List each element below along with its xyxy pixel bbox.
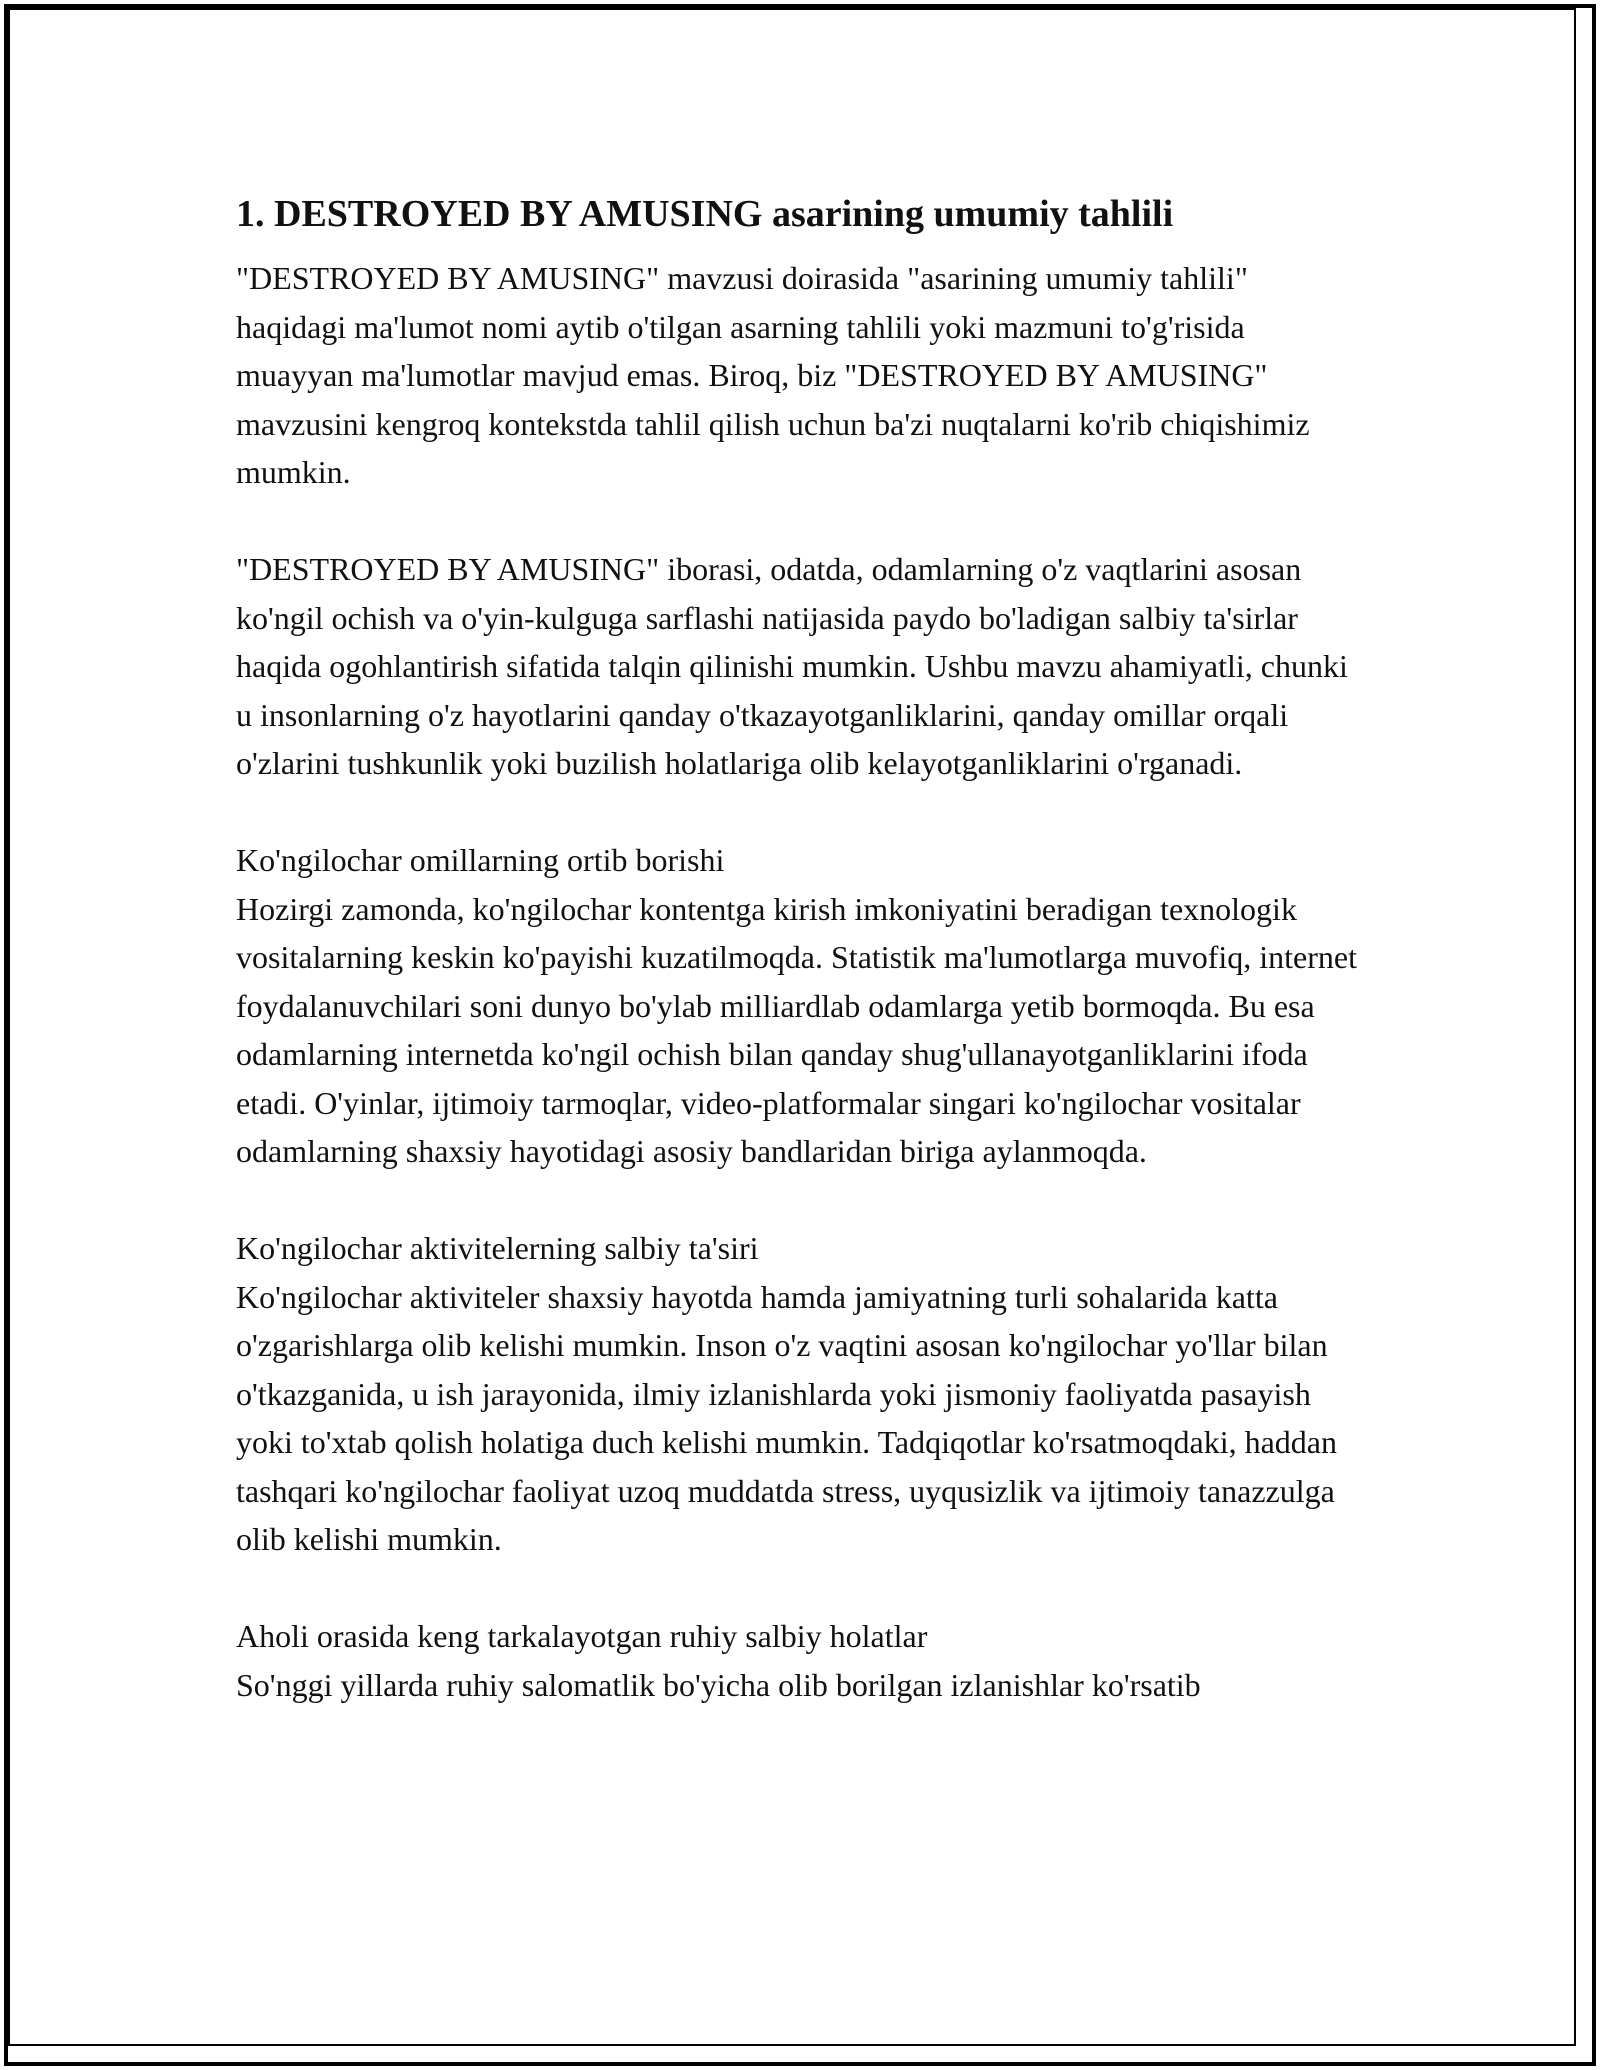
section-subheading: Aholi orasida keng tarkalayotgan ruhiy salbiy holatlar <box>236 1618 928 1654</box>
paragraph-text: "DESTROYED BY AMUSING" iborasi, odatda, odamlarning o'z vaqtlarini asosan ko'ngil ochish va o'yin-kulguga sarflashi natijasida paydo bo'ladigan salbiy ta'sirlar haqida ogohlantirish sifatida talqin qilinishi mumkin. Ushbu mavzu ahamiyatli, chunki u insonlarning o'z hayotlarini qanday o'tkazayotganliklarini, qanday omillar orqali o'zlarini tushkunlik yoki buzilish holatlariga olib kelayotganliklarini o'rganadi. <box>236 551 1348 781</box>
paragraph-text: So'nggi yillarda ruhiy salomatlik bo'yicha olib borilgan izlanishlar ko'rsatib <box>236 1666 1201 1703</box>
section-negative-impact <box>236 1224 1366 1564</box>
paragraph-intro <box>236 254 1366 497</box>
document-body <box>236 188 1366 1758</box>
section-subheading: Ko'ngilochar omillarning ortib borishi <box>236 842 725 878</box>
paragraph-text: Ko'ngilochar aktiviteler shaxsiy hayotda hamda jamiyatning turli sohalarida katta o'zgarishlarga olib kelishi mumkin. Inson o'z vaqtini asosan ko'ngilochar yo'llar bilan o'tkazganida, u ish jarayonida, ilmiy izlanishlarda yoki jismoniy faoliyatda pasayish yoki to'xtab qolish holatiga duch kelishi mumkin. Tadqiqotlar ko'rsatmoqdaki, haddan tashqari ko'ngilochar faoliyat uzoq muddatda stress, uyqusizlik va ijtimoiy tanazzulga olib kelishi mumkin. <box>236 1278 1337 1557</box>
paragraph-phrase-meaning <box>236 545 1366 788</box>
paragraph-text: Hozirgi zamonda, ko'ngilochar kontentga kirish imkoniyatini beradigan texnologik vositalarning keskin ko'payishi kuzatilmoqda. Statistik ma'lumotlarga muvofiq, internet foydalanuvchilari soni dunyo bo'ylab milliardlab odamlarga yetib bormoqda. Bu esa odamlarning internetda ko'ngil ochish bilan qanday shug'ullanayotganliklarini ifoda etadi. O'yinlar, ijtimoiy tarmoqlar, video-platformalar singari ko'ngilochar vositalar odamlarning shaxsiy hayotidagi asosiy bandlaridan biriga aylanmoqda. <box>236 890 1357 1169</box>
section-entertainment-growth <box>236 836 1366 1176</box>
section-subheading: Ko'ngilochar aktivitelerning salbiy ta'siri <box>236 1230 759 1266</box>
paragraph-text: "DESTROYED BY AMUSING" mavzusi doirasida "asarining umumiy tahlili" haqidagi ma'lumot nomi aytib o'tilgan asarning tahlili yoki mazmuni to'g'risida muayyan ma'lumotlar mavjud emas. Biroq, biz "DESTROYED BY AMUSING" mavzusini kengroq kontekstda tahlil qilish uchun ba'zi nuqtalarni ko'rib chiqishimiz mumkin. <box>236 260 1310 490</box>
section-mental-health <box>236 1612 1366 1709</box>
document-title: 1. DESTROYED BY AMUSING asarining umumiy tahlili <box>236 193 1174 235</box>
